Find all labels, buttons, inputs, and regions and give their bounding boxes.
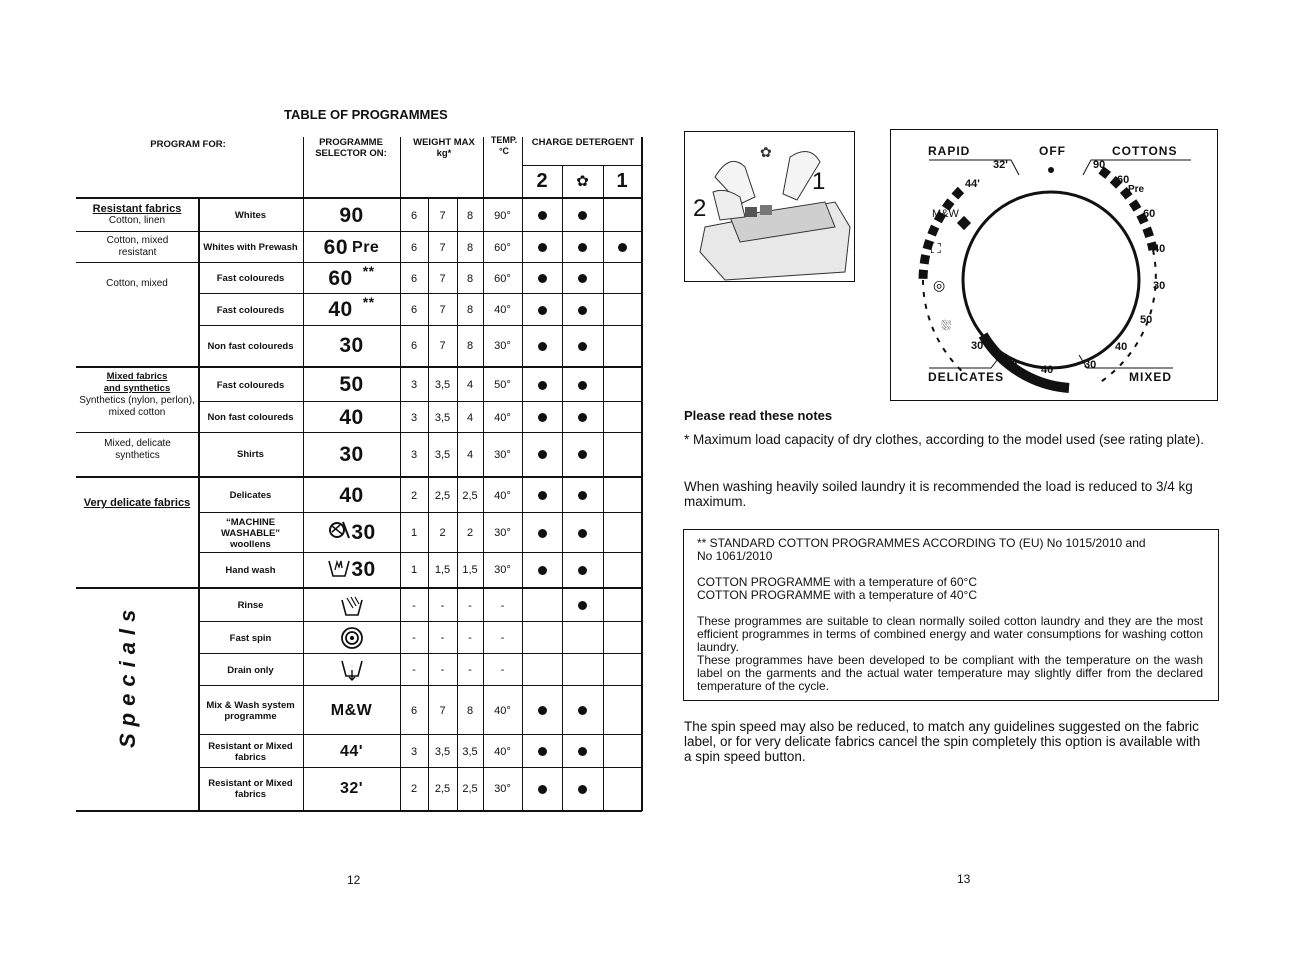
dot-icon (538, 413, 547, 422)
grid-line (198, 231, 642, 232)
weight-value: 8 (466, 209, 474, 222)
dot-icon (538, 381, 547, 390)
selector-number: 30 (339, 442, 364, 466)
selector-number: 50 (339, 373, 364, 396)
hand-wash-icon (327, 555, 351, 585)
svg-text:✿: ✿ (760, 144, 772, 160)
detergent-dot (562, 589, 603, 622)
fast-spin-icon (303, 622, 400, 654)
weight-value: 4 (466, 448, 474, 461)
box-line-4: COTTON PROGRAMME with a temperature of 40°C (697, 588, 977, 602)
grid-line (198, 621, 642, 622)
box-line-2: No 1061/2010 (697, 549, 773, 563)
weight-value: 4 (466, 379, 474, 391)
weight-value: - (412, 599, 416, 612)
dot-icon (538, 706, 547, 715)
weight-value: 2 (439, 527, 446, 539)
standard-cotton-box (683, 529, 1219, 701)
detergent-dot (522, 199, 562, 232)
temperature-value: 40° (494, 704, 511, 717)
detergent-dot (562, 553, 603, 587)
weight-value: 8 (466, 340, 474, 352)
note-spin-speed: The spin speed may also be reduced, to match any guidelines suggested on the fabric label, or for very delicate fabrics cancel the spin completely this option is available with a spin speed button. (684, 719, 1201, 764)
standard-asterisks: ** (362, 262, 375, 279)
dial-num-40c: 40 (1041, 364, 1054, 376)
grid-line (198, 734, 642, 735)
weight-value: 3,5 (434, 745, 451, 758)
weight-value: 3 (410, 411, 418, 424)
selector-value (303, 232, 400, 263)
weight-value: - (468, 599, 472, 612)
weight-value: 8 (466, 272, 474, 285)
dot-icon (538, 747, 547, 756)
box-line-1: ** STANDARD COTTON PROGRAMMES ACCORDING TO (EU) No 1015/2010 and (697, 536, 1146, 550)
dispenser-label-1: 1 (812, 168, 826, 195)
programme-name: Rinse (237, 600, 264, 611)
weight-value: 6 (410, 209, 418, 222)
grid-line (198, 199, 200, 811)
weight-value: 8 (466, 241, 474, 254)
weight-value: - (412, 632, 416, 644)
grid-line (522, 137, 523, 811)
specials-label: Specials (115, 602, 140, 748)
weight-value: 7 (439, 704, 446, 717)
dial-label-delicates: DELICATES (928, 370, 1005, 384)
detergent-dot (522, 326, 562, 366)
dot-icon (578, 381, 587, 390)
detergent-dot (562, 478, 603, 513)
header-program-for: PROGRAM FOR: (150, 139, 226, 150)
weight-value: 1 (410, 527, 418, 539)
box-line-3: COTTON PROGRAMME with a temperature of 60°C (697, 575, 977, 589)
programme-name: Whites with Prewash (203, 242, 298, 253)
selector-value (303, 513, 400, 553)
dial-label-mixed: MIXED (1129, 370, 1173, 384)
note-max-load: * Maximum load capacity of dry clothes, according to the model used (see rating plate). (684, 432, 1205, 447)
grid-line (400, 137, 401, 811)
weight-value: - (440, 632, 445, 644)
detergent-dot (522, 553, 562, 587)
dial-label-cottons: COTTONS (1112, 144, 1178, 158)
weight-value: 3,5 (434, 448, 451, 461)
dispenser-label-2: 2 (693, 195, 707, 222)
box-para-1: These programmes are suitable to clean normally soiled cotton laundry and they are the most efficient programmes in terms of combined energy and water consumptions for washing cotton laundry. (697, 614, 1203, 654)
temperature-value: 30° (494, 448, 511, 461)
grid-line (198, 432, 642, 433)
dial-mw: M&W (932, 208, 959, 220)
programme-name: Mix & Wash system programme (206, 699, 295, 722)
selector-number: 30 (351, 558, 376, 581)
dial-num-30b: 30 (1084, 359, 1097, 371)
grid-line (198, 512, 642, 513)
temperature-value: 40° (494, 304, 511, 316)
category-mixed-sub: Synthetics (nylon, perlon), mixed cotton (79, 395, 195, 418)
temperature-value: - (500, 664, 505, 676)
table-title: TABLE OF PROGRAMMES (284, 107, 448, 122)
dial-num-30c: 30 (971, 340, 984, 352)
temperature-value: 40° (494, 411, 511, 424)
dot-icon (538, 306, 547, 315)
weight-value: 7 (439, 272, 446, 285)
weight-value: 1,5 (462, 564, 478, 576)
grid-line (198, 401, 642, 402)
weight-value: 1,5 (434, 564, 451, 576)
detergent-dot (562, 768, 603, 810)
temperature-value: - (500, 632, 505, 644)
box-para-2: These programmes have been developed to be compliant with the temperature on the wash label on the garments and the actual water temperature may slightly differ from the declared temperature of the cycle. (697, 653, 1203, 693)
dial-num-30: 30 (1153, 280, 1166, 292)
drain-icon (303, 654, 400, 686)
selector-number: 44' (339, 742, 364, 760)
temperature-value: 60° (494, 241, 511, 254)
detergent-dot (522, 513, 562, 553)
detergent-dot (522, 368, 562, 402)
weight-value: 6 (410, 272, 418, 285)
detergent-dot (562, 368, 603, 402)
grid-line (603, 165, 604, 811)
detergent-dot (522, 735, 562, 768)
grid-line (76, 810, 642, 812)
category-resistant-title: Resistant fabrics (92, 203, 182, 215)
selector-number: 40 (339, 405, 364, 429)
svg-text:⛶: ⛶ (931, 240, 941, 256)
note-heavily-soiled: When washing heavily soiled laundry it is recommended the load is reduced to 3/4 kg maximum. (684, 479, 1193, 509)
temperature-value: 30° (494, 340, 511, 352)
grid-line (562, 165, 563, 811)
dial-label-rapid: RAPID (928, 144, 971, 158)
dot-icon (578, 413, 587, 422)
grid-line (198, 767, 642, 768)
temperature-value: 30° (494, 783, 511, 795)
grid-line (76, 197, 642, 199)
grid-line (198, 685, 642, 686)
weight-value: - (440, 664, 445, 676)
programme-name: Fast coloureds (216, 304, 285, 316)
dial-label-off: OFF (1039, 144, 1066, 158)
page-number-right: 13 (957, 872, 971, 886)
dot-icon (578, 306, 587, 315)
selector-value (303, 553, 400, 587)
detergent-dot (522, 294, 562, 326)
detergent-dot (522, 263, 562, 294)
weight-value: 2,5 (434, 783, 451, 795)
category-mixed-title-1: Mixed fabrics (106, 371, 168, 382)
grid-line (522, 165, 642, 166)
selector-value (303, 294, 400, 326)
category-very-delicate: Very delicate fabrics (83, 497, 191, 509)
selector-value (303, 326, 400, 366)
temperature-value: - (500, 599, 505, 612)
weight-value: - (440, 599, 445, 612)
category-mixed-delicate: Mixed, delicate synthetics (104, 438, 171, 461)
dot-icon (538, 491, 547, 500)
grid-line (457, 199, 458, 811)
programme-name: “MACHINE WASHABLE” woollens (220, 516, 281, 550)
weight-value: 6 (410, 704, 418, 717)
grid-line (198, 293, 642, 294)
weight-value: 6 (410, 304, 418, 316)
dot-icon (578, 747, 587, 756)
grid-line (428, 199, 429, 811)
selector-number: 60 (323, 235, 349, 259)
programme-name: Fast coloureds (216, 273, 285, 284)
grid-line (76, 587, 642, 589)
programme-name: Non fast coloureds (207, 412, 294, 423)
dot-icon (538, 342, 547, 351)
programme-name: Delicates (229, 490, 272, 501)
detergent-dot (562, 232, 603, 263)
grid-line (198, 325, 642, 326)
dot-icon (578, 566, 587, 575)
weight-value: 4 (466, 411, 474, 424)
weight-value: 2,5 (462, 783, 478, 795)
dot-icon (578, 785, 587, 794)
dot-icon (538, 274, 547, 283)
weight-value: 2 (410, 489, 418, 502)
page-number-left: 12 (347, 873, 361, 887)
detergent-dot (562, 513, 603, 553)
category-resistant (76, 200, 198, 230)
notes-heading: Please read these notes (684, 408, 833, 423)
dot-icon (538, 450, 547, 459)
dial-num-50: 50 (1140, 314, 1153, 326)
weight-value: 7 (439, 209, 446, 222)
grid-line (76, 366, 642, 368)
detergent-dot (522, 433, 562, 476)
weight-value: 1 (410, 564, 418, 576)
header-weight: WEIGHT MAX kg* (413, 137, 475, 159)
grid-line (76, 432, 198, 433)
weight-value: 2 (466, 527, 474, 539)
selector-number: M&W (330, 701, 373, 719)
standard-asterisks: ** (362, 294, 375, 310)
temperature-value: 50° (494, 379, 511, 391)
dial-num-60: 60 (1117, 174, 1130, 186)
dial-num-60b: 60 (1143, 208, 1156, 220)
selector-value (303, 478, 400, 513)
header-charge: CHARGE DETERGENT (531, 137, 635, 148)
detergent-dot (562, 402, 603, 433)
dial-pre: Pre (1128, 184, 1145, 195)
weight-value: 3,5 (462, 745, 478, 758)
selector-number: 30 (339, 334, 364, 357)
header-selector: PROGRAMME SELECTOR ON: (315, 137, 387, 159)
dot-icon (578, 211, 587, 220)
detergent-dot (522, 402, 562, 433)
weight-value: 3 (410, 379, 418, 391)
detergent-dot (522, 768, 562, 810)
programme-name: Non fast coloureds (207, 340, 294, 352)
programme-name: Drain only (227, 664, 274, 676)
programme-name: Resistant or Mixed fabrics (208, 778, 293, 800)
weight-value: 2,5 (462, 489, 478, 502)
selector-value (303, 263, 400, 294)
dial-num-32: 32' (993, 159, 1008, 171)
temperature-value: 90° (494, 209, 511, 222)
detergent-dot (562, 294, 603, 326)
selector-number: 90 (339, 203, 364, 227)
dot-icon (538, 785, 547, 794)
detergent-dot (522, 232, 562, 263)
weight-value: - (468, 664, 472, 676)
temperature-value: 60° (494, 272, 511, 285)
weight-value: 2,5 (434, 489, 451, 502)
selector-value (303, 368, 400, 402)
weight-value: 6 (410, 340, 418, 352)
weight-value: 8 (466, 304, 474, 316)
programme-dial-illustration (890, 129, 1218, 401)
detergent-dot (603, 232, 641, 263)
programme-name: Hand wash (225, 564, 276, 576)
grid-line (198, 552, 642, 553)
weight-value: 8 (466, 704, 474, 717)
dot-icon (578, 491, 587, 500)
weight-value: 2 (410, 783, 418, 795)
detergent-dot (562, 735, 603, 768)
grid-line (303, 137, 304, 811)
grid-line (76, 476, 642, 478)
selector-number: 30 (351, 521, 376, 544)
weight-value: 3,5 (434, 379, 451, 391)
selector-value (303, 735, 400, 768)
category-cotton-mixed: Cotton, mixed (106, 278, 168, 289)
flower-icon: ✿ (576, 173, 589, 190)
programme-name: Fast coloureds (216, 379, 285, 391)
selector-value (303, 402, 400, 433)
selector-number: 40 (339, 483, 364, 507)
programme-name: Shirts (237, 449, 264, 460)
programme-name: Resistant or Mixed fabrics (208, 740, 293, 763)
dot-icon (578, 601, 587, 610)
detergent-dispenser-illustration (684, 131, 855, 282)
programme-name: Whites (234, 210, 267, 221)
dot-icon (578, 243, 587, 252)
dial-num-40: 40 (1153, 243, 1166, 255)
charge-col-2: 2 (536, 169, 548, 192)
detergent-dot (562, 199, 603, 232)
weight-value: 7 (439, 241, 446, 254)
dot-icon (538, 211, 547, 220)
dial-num-44: 44' (965, 178, 980, 190)
grid-line (198, 262, 642, 263)
category-resistant-sub: Cotton, linen (108, 215, 166, 226)
category-mixed (76, 368, 198, 422)
wool-icon (327, 518, 351, 548)
detergent-dot (562, 326, 603, 366)
detergent-dot (562, 686, 603, 735)
temperature-value: 30° (494, 564, 511, 576)
detergent-dot (562, 433, 603, 476)
weight-value: 7 (439, 304, 446, 316)
selector-value (303, 433, 400, 476)
dial-num-30d: 30 (1005, 359, 1018, 371)
svg-text:◎: ◎ (933, 277, 946, 293)
weight-value: 3 (410, 448, 418, 461)
category-cotton-mixed-resistant: Cotton, mixed resistant (106, 235, 169, 258)
dot-icon (578, 706, 587, 715)
dot-icon (538, 529, 547, 538)
detergent-dot (562, 263, 603, 294)
weight-value: 7 (439, 340, 446, 352)
dot-icon (578, 529, 587, 538)
dot-icon (538, 243, 547, 252)
weight-value: 3 (410, 745, 418, 758)
prewash-label: Pre (352, 238, 380, 256)
weight-value: - (412, 664, 416, 676)
selector-value (303, 686, 400, 735)
dot-icon (578, 342, 587, 351)
temperature-value: 40° (494, 489, 511, 502)
selector-number: 32' (339, 780, 364, 797)
grid-line (641, 137, 643, 811)
dial-num-40b: 40 (1115, 341, 1128, 353)
temperature-value: 40° (494, 745, 511, 758)
weight-value: - (468, 632, 472, 644)
category-mixed-title-2: and synthetics (103, 383, 171, 394)
selector-number: 60 (328, 266, 353, 290)
rinse-icon (303, 589, 400, 622)
svg-text:⛆: ⛆ (941, 318, 952, 333)
weight-value: 6 (410, 241, 418, 254)
dial-num-90: 90 (1093, 159, 1106, 171)
programme-name: Fast spin (229, 632, 272, 644)
weight-value: 3,5 (434, 411, 451, 424)
dot-icon (578, 274, 587, 283)
header-temp: TEMP. °C (490, 135, 518, 156)
grid-line (76, 231, 198, 232)
grid-line (198, 653, 642, 654)
grid-line (76, 262, 198, 263)
detergent-dot (522, 478, 562, 513)
selector-value (303, 199, 400, 232)
detergent-dot (522, 686, 562, 735)
dot-icon (578, 450, 587, 459)
charge-col-1: 1 (616, 169, 628, 192)
dot-icon (538, 566, 547, 575)
selector-number: 40 (328, 298, 353, 321)
temperature-value: 30° (494, 527, 511, 539)
selector-value (303, 768, 400, 810)
grid-line (483, 137, 484, 811)
dot-icon (618, 243, 627, 252)
